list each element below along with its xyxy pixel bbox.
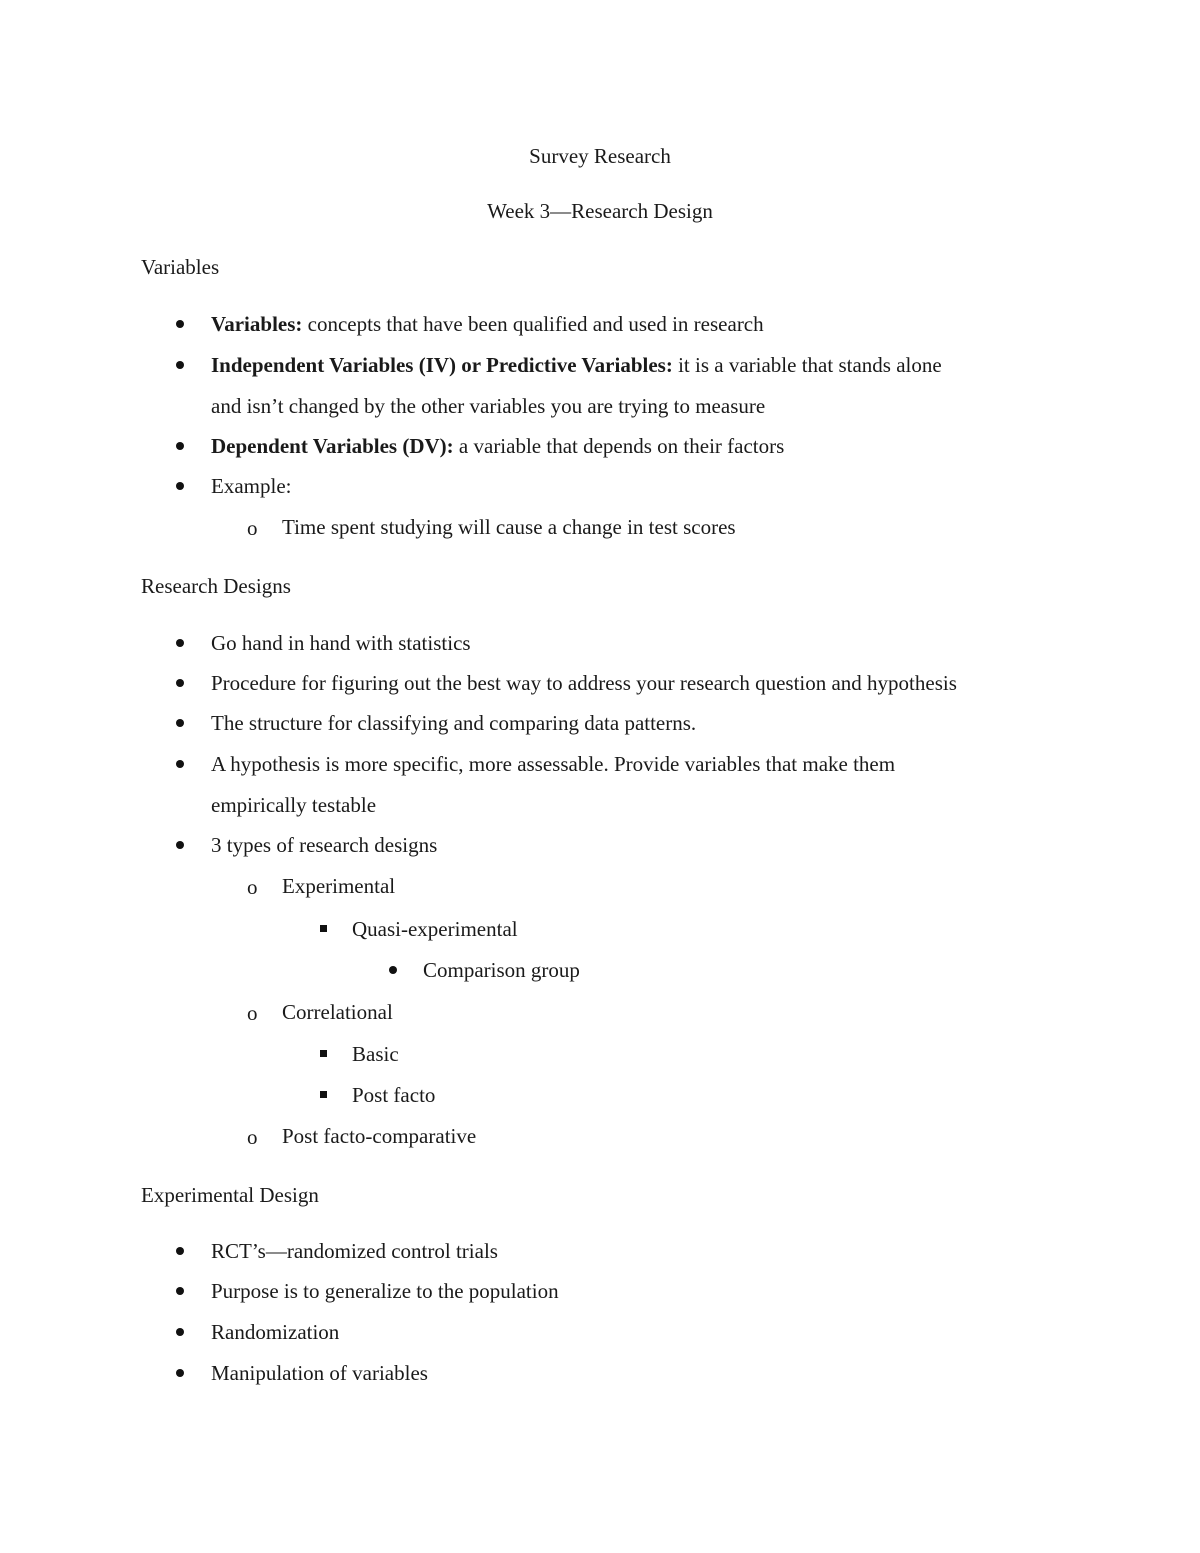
list-subitem-correlational: Correlational — [282, 1000, 393, 1024]
list-item: Purpose is to generalize to the population — [211, 1279, 559, 1303]
bullet-disc-icon — [176, 841, 184, 849]
list-subitem-comparison-group: Comparison group — [423, 958, 580, 982]
document-subtitle: Week 3—Research Design — [487, 199, 713, 223]
section-heading-research-designs: Research Designs — [141, 574, 291, 598]
bullet-disc-icon — [389, 966, 397, 974]
bullet-disc-icon — [176, 320, 184, 328]
list-item: 3 types of research designs — [211, 833, 438, 857]
list-item-example-detail: Time spent studying will cause a change in test scores — [282, 515, 736, 539]
bullet-circle-icon: o — [247, 1001, 258, 1025]
bullet-disc-icon — [176, 760, 184, 768]
list-item: Go hand in hand with statistics — [211, 631, 471, 655]
list-item-dependent-variables — [211, 436, 784, 457]
bullet-square-icon — [320, 1091, 327, 1098]
bullet-disc-icon — [176, 639, 184, 647]
bullet-circle-icon: o — [247, 1125, 258, 1149]
bullet-disc-icon — [176, 679, 184, 687]
term-label: Independent Variables (IV) or Predictive Variables: — [211, 353, 673, 377]
bullet-square-icon — [320, 925, 327, 932]
list-subitem-post-facto: Post facto — [352, 1083, 436, 1107]
list-item: A hypothesis is more specific, more assessable. Provide variables that make them — [211, 752, 896, 776]
bullet-disc-icon — [176, 1328, 184, 1336]
list-item: Manipulation of variables — [211, 1361, 428, 1385]
definition-text: a variable that depends on their factors — [453, 434, 785, 458]
list-item-independent-variables — [211, 355, 942, 376]
term-label: Dependent Variables (DV): — [211, 434, 454, 458]
list-item-continued: empirically testable — [211, 793, 377, 817]
list-subitem-basic: Basic — [352, 1042, 399, 1066]
definition-text: concepts that have been qualified and used in research — [302, 312, 764, 336]
bullet-disc-icon — [176, 1247, 184, 1255]
definition-text-continued: and isn’t changed by the other variables you are trying to measure — [211, 394, 766, 418]
list-item: Procedure for figuring out the best way to address your research question and hypothesis — [211, 671, 957, 695]
term-label: Variables: — [211, 312, 303, 336]
bullet-square-icon — [320, 1050, 327, 1057]
list-subitem-quasi-experimental: Quasi-experimental — [352, 917, 518, 941]
bullet-disc-icon — [176, 1287, 184, 1295]
list-item: Randomization — [211, 1320, 340, 1344]
bullet-disc-icon — [176, 442, 184, 450]
list-item: RCT’s—randomized control trials — [211, 1239, 498, 1263]
bullet-disc-icon — [176, 482, 184, 490]
section-heading-experimental-design: Experimental Design — [141, 1183, 319, 1207]
section-heading-variables: Variables — [141, 255, 220, 279]
bullet-disc-icon — [176, 1369, 184, 1377]
bullet-circle-icon: o — [247, 516, 258, 540]
list-item: The structure for classifying and comparing data patterns. — [211, 711, 697, 735]
bullet-disc-icon — [176, 361, 184, 369]
list-subitem-post-facto-comparative: Post facto-comparative — [282, 1124, 477, 1148]
definition-text: it is a variable that stands alone — [672, 353, 942, 377]
list-subitem-experimental: Experimental — [282, 874, 396, 898]
bullet-disc-icon — [176, 719, 184, 727]
list-item-variables-definition — [211, 314, 764, 335]
list-item-example: Example: — [211, 474, 292, 498]
document-title: Survey Research — [529, 144, 671, 168]
bullet-circle-icon: o — [247, 875, 258, 899]
